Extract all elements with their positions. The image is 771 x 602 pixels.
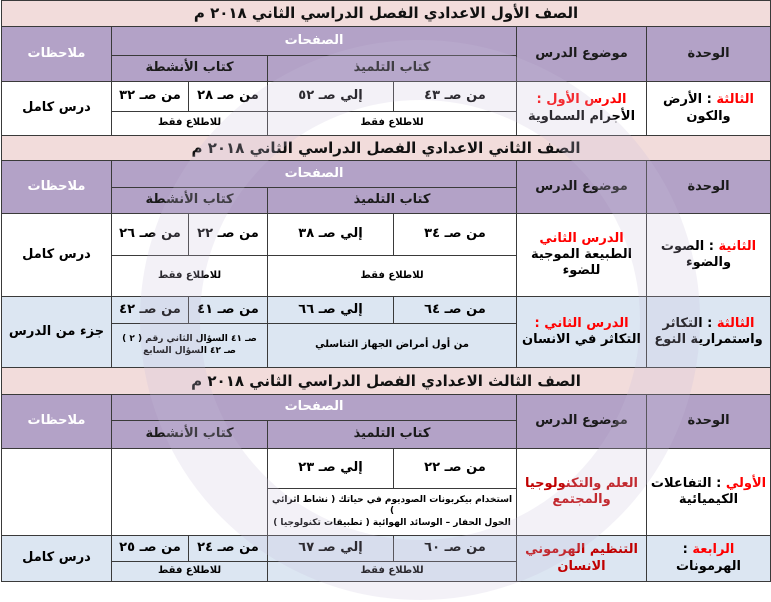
section-3-title-row — [2, 368, 771, 395]
unit-cell: الثالثة : الأرض والكون — [647, 82, 771, 136]
student-book-header: كتاب التلميذ — [268, 56, 517, 82]
section-title: الصف الأول الاعدادي الفصل الدراسي الثاني ٢٠١٨ م — [2, 1, 771, 27]
notes-header: ملاحظات — [2, 27, 112, 82]
notes-header: ملاحظات — [2, 395, 112, 449]
student-book-from: من صـ ٣٤ — [394, 214, 517, 256]
activity-book-note: للاطلاع فقط — [112, 256, 268, 297]
activity-book-header: كتاب الأنشطة — [112, 188, 268, 214]
table-row — [2, 297, 771, 324]
table-row — [2, 449, 771, 489]
topic-cell: الدرس الثاني : التكاثر في الانسان — [517, 297, 647, 368]
unit-header: الوحدة — [647, 161, 771, 214]
activity-book-to: من صـ ٢٥ — [112, 536, 189, 562]
unit-header: الوحدة — [647, 27, 771, 82]
topic-header: موضوع الدرس — [517, 27, 647, 82]
activity-book-note: للاطلاع فقط — [112, 562, 268, 582]
topic-cell: العلم والتكنولوجيا والمجتمع — [517, 449, 647, 536]
table-row — [2, 214, 771, 256]
activity-book-note: صـ ٤١ السؤال الثاني رقم ( ٢ ) صـ ٤٢ السؤال السابع — [112, 324, 268, 368]
schedule-table — [1, 0, 771, 582]
notes-cell: درس كامل — [2, 536, 112, 582]
activity-book-from: من صـ ٢٤ — [189, 536, 268, 562]
student-book-note: للاطلاع فقط — [268, 256, 517, 297]
header-row — [2, 27, 771, 56]
topic-header: موضوع الدرس — [517, 161, 647, 214]
activity-book-header: كتاب الأنشطة — [112, 56, 268, 82]
student-book-header: كتاب التلميذ — [268, 188, 517, 214]
notes-cell: درس كامل — [2, 214, 112, 297]
notes-cell: درس كامل — [2, 82, 112, 136]
student-book-note: من أول أمراض الجهاز التناسلي — [268, 324, 517, 368]
activity-book-empty — [112, 449, 268, 536]
student-book-note: للاطلاع فقط — [268, 562, 517, 582]
table-row — [2, 536, 771, 562]
student-book-to: إلي صـ ٦٧ — [268, 536, 394, 562]
unit-cell: الأولي : التفاعلات الكيميائية — [647, 449, 771, 536]
topic-header: موضوع الدرس — [517, 395, 647, 449]
topic-cell: الدرس الثاني الطبيعة الموجية للضوء — [517, 214, 647, 297]
unit-cell: الرابعة : الهرمونات — [647, 536, 771, 582]
activity-book-from: من صـ ٢٢ — [189, 214, 268, 256]
student-book-header: كتاب التلميذ — [268, 421, 517, 449]
student-book-from: من صـ ٦٤ — [394, 297, 517, 324]
topic-cell: الدرس الأول : الأجرام السماوية — [517, 82, 647, 136]
section-2-title-row — [2, 136, 771, 161]
unit-cell: الثالثة : التكاثر واستمرارية النوع — [647, 297, 771, 368]
activity-book-to: من صـ ٣٢ — [112, 82, 189, 112]
student-book-from: من صـ ٤٣ — [394, 82, 517, 112]
header-row — [2, 161, 771, 188]
activity-book-from: من صـ ٢٨ — [189, 82, 268, 112]
unit-header: الوحدة — [647, 395, 771, 449]
header-row — [2, 395, 771, 421]
pages-header: الصفحات — [112, 27, 517, 56]
activity-book-header: كتاب الأنشطة — [112, 421, 268, 449]
student-book-note: للاطلاع فقط — [268, 112, 517, 136]
activity-book-to: من صـ ٢٦ — [112, 214, 189, 256]
notes-cell: جزء من الدرس — [2, 297, 112, 368]
activity-book-note: للاطلاع فقط — [112, 112, 268, 136]
section-1-title-row — [2, 1, 771, 27]
student-book-to: إلي صـ ٣٨ — [268, 214, 394, 256]
student-book-from: من صـ ٦٠ — [394, 536, 517, 562]
student-book-note: استخدام بيكربونات الصوديوم في حياتك ( نشاط اثرائي ) الحول الحفار – الوسائد الهوائية ( تطبيقات تكنولوجيا ) — [268, 489, 517, 536]
section-title: الصف الثالث الاعدادي الفصل الدراسي الثاني ٢٠١٨ م — [2, 368, 771, 395]
activity-book-from: من صـ ٤١ — [189, 297, 268, 324]
pages-header: الصفحات — [112, 395, 517, 421]
pages-header: الصفحات — [112, 161, 517, 188]
activity-book-to: من صـ ٤٢ — [112, 297, 189, 324]
notes-header: ملاحظات — [2, 161, 112, 214]
student-book-to: إلي صـ ٢٣ — [268, 449, 394, 489]
section-title: الصف الثاني الاعدادي الفصل الدراسي الثاني ٢٠١٨ م — [2, 136, 771, 161]
notes-cell — [2, 449, 112, 536]
student-book-from: من صـ ٢٢ — [394, 449, 517, 489]
topic-cell: التنظيم الهرموني الانسان — [517, 536, 647, 582]
student-book-to: إلي صـ ٦٦ — [268, 297, 394, 324]
student-book-to: إلي صـ ٥٢ — [268, 82, 394, 112]
table-row — [2, 82, 771, 112]
unit-cell: الثانية : الصوت والضوء — [647, 214, 771, 297]
